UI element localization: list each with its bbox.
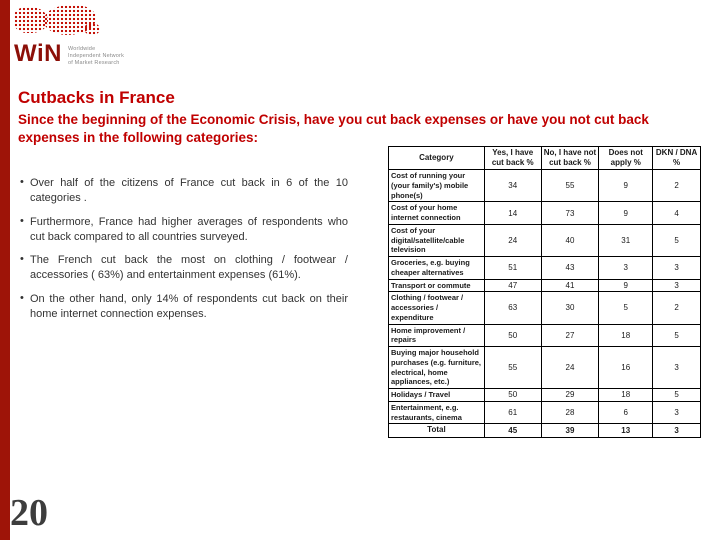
value-cell: 3 <box>653 279 701 292</box>
value-cell: 55 <box>484 347 541 389</box>
value-cell: 3 <box>653 401 701 424</box>
value-cell: 29 <box>541 389 599 402</box>
value-cell: 41 <box>541 279 599 292</box>
value-cell: 24 <box>541 347 599 389</box>
map-dots-americas <box>14 7 48 33</box>
category-cell: Home improvement / repairs <box>389 324 485 347</box>
table-header-cell: DKN / DNA % <box>653 147 701 170</box>
page-number: 20 <box>10 492 48 534</box>
value-cell: 9 <box>599 279 653 292</box>
tagline-line: Worldwide <box>67 46 96 52</box>
slide-title: Cutbacks in France <box>18 88 175 107</box>
value-cell: 31 <box>599 224 653 256</box>
value-cell: 28 <box>541 401 599 424</box>
category-cell: Transport or commute <box>389 279 485 292</box>
bullet-marker-icon: • <box>20 253 24 266</box>
category-cell: Entertainment, e.g. restaurants, cinema <box>389 401 485 424</box>
win-logo <box>14 5 204 67</box>
category-cell: Groceries, e.g. buying cheaper alternatives <box>389 257 485 280</box>
category-cell: Buying major household purchases (e.g. furniture, electrical, home appliances, etc.) <box>389 347 485 389</box>
table-row <box>389 292 701 324</box>
tagline-line: Independent Network <box>67 52 125 59</box>
category-cell: Holidays / Travel <box>389 389 485 402</box>
table-row <box>389 202 701 225</box>
table-header-cell: Does not apply % <box>599 147 653 170</box>
value-cell: 2 <box>653 292 701 324</box>
category-cell: Clothing / footwear / accessories / expenditure <box>389 292 485 324</box>
value-cell: 50 <box>484 324 541 347</box>
bullet-item <box>20 253 348 283</box>
value-cell: 2 <box>653 170 701 202</box>
value-cell: 39 <box>541 424 599 437</box>
value-cell: 5 <box>653 224 701 256</box>
table-row <box>389 401 701 424</box>
value-cell: 3 <box>653 257 701 280</box>
value-cell: 5 <box>599 292 653 324</box>
table-header-cell: Yes, I have cut back % <box>484 147 541 170</box>
value-cell: 43 <box>541 257 599 280</box>
table-row <box>389 279 701 292</box>
category-cell: Cost of running your (your family's) mobile phone(s) <box>389 170 485 202</box>
value-cell: 3 <box>599 257 653 280</box>
value-cell: 30 <box>541 292 599 324</box>
value-cell: 24 <box>484 224 541 256</box>
tagline-line: of Market Research <box>67 59 120 66</box>
category-cell: Cost of your home internet connection <box>389 202 485 225</box>
value-cell: 61 <box>484 401 541 424</box>
value-cell: 18 <box>599 389 653 402</box>
value-cell: 9 <box>599 170 653 202</box>
table-row <box>389 224 701 256</box>
table-row <box>389 389 701 402</box>
bullet-text: Over half of the citizens of France cut back in 6 of the 10 categories . <box>30 177 348 204</box>
value-cell: 45 <box>484 424 541 437</box>
table-header-cell: Category <box>389 147 485 170</box>
value-cell: 18 <box>599 324 653 347</box>
logo-text-row <box>14 42 204 67</box>
value-cell: 63 <box>484 292 541 324</box>
value-cell: 34 <box>484 170 541 202</box>
bullet-marker-icon: • <box>20 214 24 227</box>
table-total-row <box>389 424 701 437</box>
table-row <box>389 324 701 347</box>
win-logo-text: WiN <box>14 40 62 67</box>
category-cell: Cost of your digital/satellite/cable television <box>389 224 485 256</box>
bullet-text: The French cut back the most on clothing / footwear / accessories ( 63%) and entertainment expenses (61%). <box>30 254 348 282</box>
win-logo-tagline <box>68 46 124 67</box>
map-dots-oceania <box>84 23 100 35</box>
value-cell: 47 <box>484 279 541 292</box>
bullet-text: On the other hand, only 14% of respondents cut back on their home internet connection expenses. <box>30 293 348 320</box>
value-cell: 9 <box>599 202 653 225</box>
bullet-item <box>20 292 348 322</box>
table-row <box>389 347 701 389</box>
table-header-cell: No, I have not cut back % <box>541 147 599 170</box>
value-cell: 3 <box>653 424 701 437</box>
value-cell: 13 <box>599 424 653 437</box>
table-header-row <box>389 147 701 170</box>
value-cell: 51 <box>484 257 541 280</box>
bullet-marker-icon: • <box>20 176 24 188</box>
value-cell: 50 <box>484 389 541 402</box>
world-map-dots-icon <box>14 5 106 41</box>
cutbacks-table <box>388 146 701 438</box>
value-cell: 5 <box>653 389 701 402</box>
value-cell: 73 <box>541 202 599 225</box>
value-cell: 4 <box>653 202 701 225</box>
value-cell: 16 <box>599 347 653 389</box>
slide-subtitle: Since the beginning of the Economic Crisis, have you cut back expenses or have you not cut back expenses in the following categories: <box>18 112 649 145</box>
value-cell: 3 <box>653 347 701 389</box>
left-accent-bar <box>0 0 10 540</box>
table-row <box>389 170 701 202</box>
value-cell: 55 <box>541 170 599 202</box>
bullet-marker-icon: • <box>20 292 24 305</box>
bullet-item <box>20 215 348 245</box>
bullet-item <box>20 176 348 206</box>
category-cell: Total <box>389 424 485 437</box>
table-row <box>389 257 701 280</box>
bullet-list <box>20 176 348 331</box>
value-cell: 27 <box>541 324 599 347</box>
value-cell: 5 <box>653 324 701 347</box>
value-cell: 14 <box>484 202 541 225</box>
value-cell: 6 <box>599 401 653 424</box>
value-cell: 40 <box>541 224 599 256</box>
bullet-text: Furthermore, France had higher averages of respondents who cut back compared to all countries surveyed. <box>30 215 348 243</box>
